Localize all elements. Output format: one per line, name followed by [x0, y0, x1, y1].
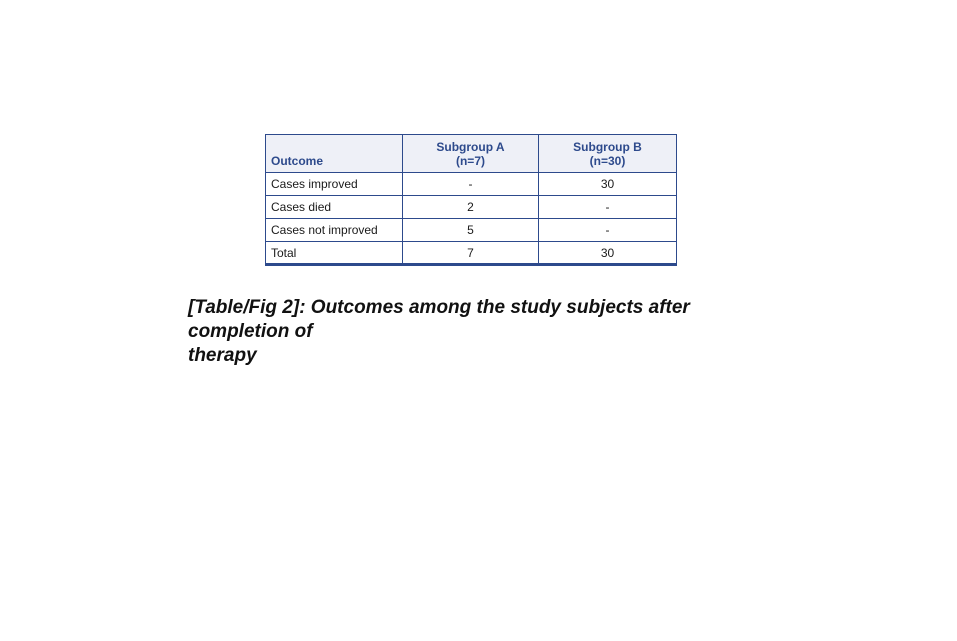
table-header-row — [266, 135, 677, 173]
caption-line: [Table/Fig 2]: Outcomes among the study subjects after — [188, 297, 690, 318]
subgroup-a-cell: 5 — [403, 219, 539, 242]
table-row — [266, 219, 677, 242]
header-subgroup-a — [403, 135, 539, 173]
header-outcome — [266, 135, 403, 173]
table-row-total — [266, 242, 677, 265]
header-subgroup-b-label: Subgroup B — [573, 139, 642, 154]
header-outcome-label: Outcome — [271, 154, 324, 168]
subgroup-b-cell: - — [539, 196, 677, 219]
subgroup-b-cell: - — [539, 219, 677, 242]
outcomes-table-container — [265, 134, 676, 266]
header-subgroup-b — [539, 135, 677, 173]
subgroup-a-cell: 2 — [403, 196, 539, 219]
header-subgroup-a-count: (n=7) — [455, 153, 485, 168]
subgroup-a-cell: 7 — [403, 242, 539, 265]
table-caption — [188, 296, 788, 368]
outcomes-table — [265, 134, 677, 266]
header-subgroup-a-label: Subgroup A — [436, 139, 505, 154]
subgroup-b-cell: 30 — [539, 173, 677, 196]
table-row — [266, 173, 677, 196]
row-label-cell: Cases died — [266, 196, 403, 219]
caption-line: completion of — [188, 321, 313, 342]
subgroup-b-cell: 30 — [539, 242, 677, 265]
caption-line: therapy — [188, 345, 257, 366]
row-label-cell: Cases improved — [266, 173, 403, 196]
row-label-cell: Total — [266, 242, 403, 265]
row-label-cell: Cases not improved — [266, 219, 403, 242]
subgroup-a-cell: - — [403, 173, 539, 196]
header-subgroup-b-count: (n=30) — [589, 153, 626, 168]
table-row — [266, 196, 677, 219]
